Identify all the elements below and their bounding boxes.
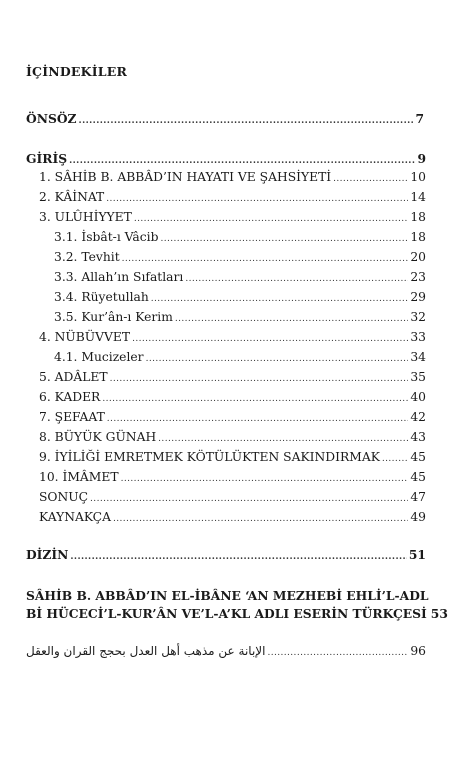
toc-entry-page: 43 <box>410 430 426 444</box>
toc-entry-page: 53 <box>430 606 448 621</box>
toc-entry-page: 45 <box>410 450 426 464</box>
leader-dots <box>79 114 414 128</box>
toc-entry-label: 8. BÜYÜK GÜNAH <box>39 430 157 444</box>
toc-entry-label: 1. SÂHİB B. ABBÂD’IN HAYATI VE ŞAHSİYETİ <box>39 170 332 184</box>
toc-entry[interactable] <box>39 450 426 466</box>
leader-dots <box>185 272 408 286</box>
toc-entry-page: 32 <box>410 310 426 324</box>
toc-entry-giris[interactable] <box>26 152 426 168</box>
toc-entry-page: 20 <box>410 250 426 264</box>
leader-dots <box>382 452 408 466</box>
toc-entry[interactable] <box>39 470 426 486</box>
toc-entry-label: DİZİN <box>26 547 69 562</box>
toc-entry[interactable] <box>54 250 426 266</box>
toc-entry-label: 10. İMÂMET <box>39 470 119 484</box>
toc-entry-page: 18 <box>410 230 426 244</box>
leader-dots <box>175 312 408 326</box>
toc-entry-page: 35 <box>410 370 426 384</box>
toc-entry-page: 7 <box>415 111 424 126</box>
toc-entry-page: 45 <box>410 470 426 484</box>
toc-entry-page: 23 <box>410 270 426 284</box>
toc-entry-label: KAYNAKÇA <box>39 510 111 524</box>
toc-entry-label: 4.1. Mucizeler <box>54 350 144 364</box>
toc-entry-page: 96 <box>410 644 426 658</box>
toc-entry-onsoz[interactable] <box>26 112 424 128</box>
leader-dots <box>106 192 408 206</box>
toc-entry-label: 7. ŞEFAAT <box>39 410 105 424</box>
toc-entry-page: 34 <box>410 350 426 364</box>
toc-entry-label: 3. ULÛHİYYET <box>39 210 132 224</box>
toc-entry-label: 3.2. Tevhit <box>54 250 120 264</box>
toc-entry-label: Bİ HÜCECİ’L-KUR’ÂN VE’L-A’KL ADLI ESERİN TÜRKÇESİ <box>26 606 427 621</box>
toc-entry[interactable] <box>54 230 426 246</box>
toc-entry-label: 3.3. Allah’ın Sıfatları <box>54 270 184 284</box>
toc-entry-label: 3.4. Rüyetullah <box>54 290 149 304</box>
toc-entry-work-title[interactable] <box>26 606 448 623</box>
toc-entry-dizin[interactable] <box>26 548 426 564</box>
toc-entry-page: 10 <box>410 170 426 184</box>
toc-entry[interactable] <box>54 350 426 366</box>
toc-entry-label: 3.5. Kur’ân-ı Kerim <box>54 310 173 324</box>
toc-entry-page: 42 <box>410 410 426 424</box>
leader-dots <box>69 154 415 168</box>
leader-dots <box>160 232 408 246</box>
leader-dots <box>146 352 409 366</box>
toc-entry[interactable] <box>39 190 426 206</box>
leader-dots <box>267 646 408 660</box>
toc-entry-page: 51 <box>408 547 426 562</box>
leader-dots <box>121 472 409 486</box>
leader-dots <box>333 172 408 186</box>
toc-entry-page: 33 <box>410 330 426 344</box>
toc-title: İÇİNDEKİLER <box>26 64 128 79</box>
toc-entry[interactable] <box>54 290 426 306</box>
toc-entry[interactable] <box>39 370 426 386</box>
leader-dots <box>134 212 408 226</box>
leader-dots <box>107 412 409 426</box>
toc-entry[interactable] <box>39 410 426 426</box>
toc-entry-label: 4. NÜBÜVVET <box>39 330 131 344</box>
toc-entry-page: 29 <box>410 290 426 304</box>
toc-entry-label: 6. KADER <box>39 390 101 404</box>
leader-dots <box>70 550 406 564</box>
toc-entry-page: 47 <box>410 490 426 504</box>
toc-entry-page: 9 <box>417 151 426 166</box>
toc-entry[interactable] <box>54 270 426 286</box>
leader-dots <box>158 432 408 446</box>
toc-entry-label: الإبانة عن مذهب أهل العدل بحجج القران والعقل <box>26 644 266 658</box>
toc-entry-arabic[interactable] <box>26 644 426 660</box>
toc-entry-label: ÖNSÖZ <box>26 111 77 126</box>
toc-entry[interactable] <box>39 490 426 506</box>
leader-dots <box>151 292 409 306</box>
toc-entry-label: SONUÇ <box>39 490 89 504</box>
toc-entry[interactable] <box>39 330 426 346</box>
work-title-line-1: SÂHİB B. ABBÂD’IN EL-İBÂNE ‘AN MEZHEBİ EHLİ’L-ADL <box>26 588 429 603</box>
toc-entry-page: 49 <box>410 510 426 524</box>
toc-entry-label: 9. İYİLİĞİ EMRETMEK KÖTÜLÜKTEN SAKINDIRMAK <box>39 450 380 464</box>
toc-entry-label: GİRİŞ <box>26 151 68 166</box>
toc-entry[interactable] <box>39 430 426 446</box>
leader-dots <box>102 392 408 406</box>
toc-entry[interactable] <box>39 390 426 406</box>
toc-entry[interactable] <box>39 510 426 526</box>
toc-entry[interactable] <box>39 170 426 186</box>
leader-dots <box>90 492 408 506</box>
leader-dots <box>113 512 408 526</box>
toc-entry-label: 2. KÂİNAT <box>39 190 105 204</box>
toc-entry-page: 40 <box>410 390 426 404</box>
leader-dots <box>132 332 408 346</box>
toc-entry-page: 18 <box>410 210 426 224</box>
leader-dots <box>110 372 409 386</box>
toc-entry-page: 14 <box>410 190 426 204</box>
leader-dots <box>122 252 409 266</box>
toc-entry[interactable] <box>39 210 426 226</box>
toc-entry[interactable] <box>54 310 426 326</box>
toc-entry-label: 3.1. İsbât-ı Vâcib <box>54 230 159 244</box>
toc-entry-label: 5. ADÂLET <box>39 370 108 384</box>
